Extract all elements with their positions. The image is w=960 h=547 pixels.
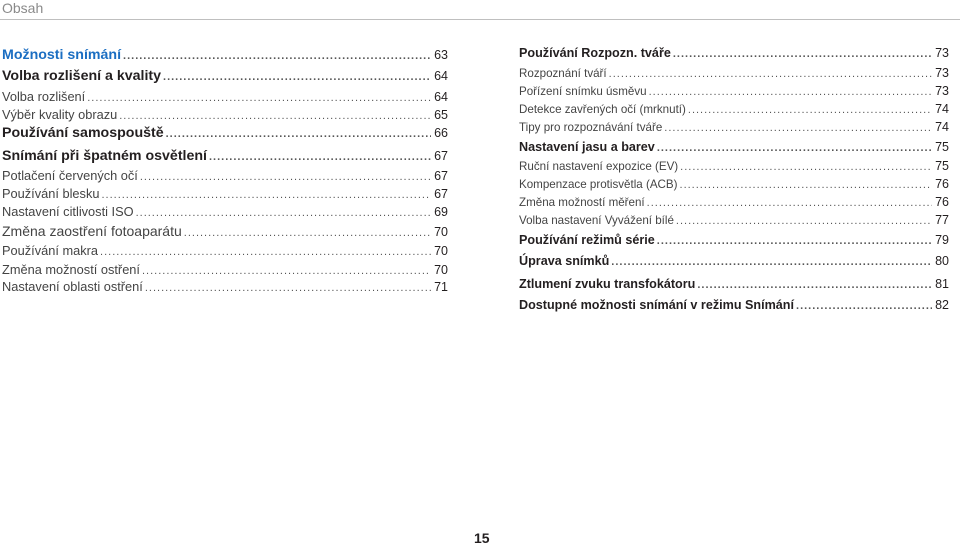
toc-leader-dots xyxy=(609,68,932,80)
toc-entry-label: Změna možností měření xyxy=(519,196,645,209)
toc-entry[interactable] xyxy=(519,277,949,291)
toc-entry-page: 74 xyxy=(935,120,949,134)
toc-entry[interactable] xyxy=(2,262,448,277)
toc-entry[interactable] xyxy=(2,125,448,141)
toc-leader-dots xyxy=(664,122,932,134)
header-divider xyxy=(0,19,960,20)
toc-leader-dots xyxy=(611,256,932,268)
toc-leader-dots xyxy=(657,235,932,247)
toc-entry[interactable] xyxy=(519,298,949,312)
toc-entry[interactable] xyxy=(2,204,448,219)
toc-entry-page: 82 xyxy=(935,298,949,312)
toc-entry-page: 67 xyxy=(434,187,448,201)
toc-entry-page: 79 xyxy=(935,233,949,247)
toc-entry[interactable] xyxy=(519,66,949,80)
toc-entry-label: Volba nastavení Vyvážení bílé xyxy=(519,214,674,227)
toc-leader-dots xyxy=(649,86,933,98)
toc-entry-label: Změna možností ostření xyxy=(2,262,140,277)
toc-leader-dots xyxy=(184,227,431,239)
toc-entry-label: Detekce zavřených očí (mrknutí) xyxy=(519,103,686,116)
toc-leader-dots xyxy=(657,142,932,154)
toc-entry-label: Používání blesku xyxy=(2,186,100,201)
toc-leader-dots xyxy=(680,161,932,173)
toc-leader-dots xyxy=(676,215,932,227)
toc-entry-label: Výběr kvality obrazu xyxy=(2,107,118,122)
toc-entry[interactable] xyxy=(2,223,448,239)
page-number: 15 xyxy=(474,530,490,546)
toc-entry-page: 73 xyxy=(935,46,949,60)
toc-entry[interactable] xyxy=(519,213,949,227)
toc-entry-label: Používání samospouště xyxy=(2,125,164,141)
toc-leader-dots xyxy=(209,151,431,163)
toc-entry-page: 81 xyxy=(935,277,949,291)
toc-entry[interactable] xyxy=(2,279,448,294)
toc-entry-page: 75 xyxy=(935,140,949,154)
toc-entry-page: 64 xyxy=(434,69,448,83)
toc-entry-label: Ruční nastavení expozice (EV) xyxy=(519,160,679,173)
toc-entry-page: 77 xyxy=(935,213,949,227)
toc-entry[interactable] xyxy=(2,47,448,63)
toc-entry[interactable] xyxy=(2,243,448,258)
toc-entry-page: 65 xyxy=(434,108,448,122)
toc-leader-dots xyxy=(688,104,932,116)
toc-entry[interactable] xyxy=(2,168,448,183)
toc-entry-label: Pořízení snímku úsměvu xyxy=(519,85,647,98)
toc-leader-dots xyxy=(123,50,431,62)
toc-entry[interactable] xyxy=(2,89,448,104)
toc-entry-label: Kompenzace protisvětla (ACB) xyxy=(519,178,678,191)
toc-entry-label: Volba rozlišení xyxy=(2,89,86,104)
toc-entry[interactable] xyxy=(2,148,448,164)
toc-entry-page: 67 xyxy=(434,169,448,183)
toc-leader-dots xyxy=(100,246,431,258)
toc-leader-dots xyxy=(796,300,932,312)
toc-entry-label: Nastavení citlivosti ISO xyxy=(2,204,134,219)
toc-entry[interactable] xyxy=(2,68,448,84)
toc-entry-page: 67 xyxy=(434,149,448,163)
toc-entry[interactable] xyxy=(2,107,448,122)
toc-entry-label: Úprava snímků xyxy=(519,254,610,268)
toc-entry-label: Volba rozlišení a kvality xyxy=(2,68,162,84)
toc-entry-page: 75 xyxy=(935,159,949,173)
toc-leader-dots xyxy=(140,171,431,183)
toc-entry-page: 69 xyxy=(434,205,448,219)
page-header-title: Obsah xyxy=(2,0,44,16)
toc-entry[interactable] xyxy=(519,140,949,154)
toc-entry-page: 76 xyxy=(935,177,949,191)
toc-entry-label: Změna zaostření fotoaparátu xyxy=(2,223,182,239)
toc-entry-page: 73 xyxy=(935,84,949,98)
toc-entry-page: 71 xyxy=(434,280,448,294)
toc-entry[interactable] xyxy=(519,254,949,268)
toc-entry-page: 64 xyxy=(434,90,448,104)
toc-entry[interactable] xyxy=(519,177,949,191)
toc-leader-dots xyxy=(647,197,932,209)
toc-entry-label: Tipy pro rozpoznávání tváře xyxy=(519,121,663,134)
toc-entry-page: 66 xyxy=(434,126,448,140)
toc-leader-dots xyxy=(680,179,933,191)
toc-entry-page: 63 xyxy=(434,48,448,62)
toc-entry[interactable] xyxy=(519,120,949,134)
toc-entry[interactable] xyxy=(519,195,949,209)
toc-entry-label: Používání makra xyxy=(2,243,99,258)
toc-entry-page: 70 xyxy=(434,225,448,239)
toc-entry-label: Používání režimů série xyxy=(519,233,655,247)
toc-leader-dots xyxy=(87,92,431,104)
toc-entry-label: Používání Rozpozn. tváře xyxy=(519,46,671,60)
toc-entry-label: Dostupné možnosti snímání v režimu Snímání xyxy=(519,298,795,312)
toc-entry-page: 76 xyxy=(935,195,949,209)
toc-entry-label: Nastavení oblasti ostření xyxy=(2,279,143,294)
toc-entry-page: 70 xyxy=(434,244,448,258)
toc-leader-dots xyxy=(145,282,431,294)
toc-entry-label: Rozpoznání tváří xyxy=(519,67,607,80)
toc-leader-dots xyxy=(136,207,432,219)
toc-entry-page: 70 xyxy=(434,263,448,277)
toc-entry[interactable] xyxy=(519,84,949,98)
toc-entry[interactable] xyxy=(519,102,949,116)
toc-entry-page: 74 xyxy=(935,102,949,116)
toc-entry-page: 80 xyxy=(935,254,949,268)
toc-entry[interactable] xyxy=(519,159,949,173)
toc-entry[interactable] xyxy=(2,186,448,201)
toc-leader-dots xyxy=(673,48,932,60)
toc-entry-label: Ztlumení zvuku transfokátoru xyxy=(519,277,696,291)
toc-leader-dots xyxy=(142,265,431,277)
toc-leader-dots xyxy=(166,128,431,140)
toc-entry-label: Potlačení červených očí xyxy=(2,168,138,183)
toc-entry-label: Nastavení jasu a barev xyxy=(519,140,655,154)
toc-entry-label: Snímání při špatném osvětlení xyxy=(2,148,207,164)
toc-entry[interactable] xyxy=(519,46,949,60)
toc-leader-dots xyxy=(163,71,431,83)
toc-entry-label: Možnosti snímání xyxy=(2,47,122,63)
toc-entry-page: 73 xyxy=(935,66,949,80)
toc-leader-dots xyxy=(101,189,431,201)
toc-leader-dots xyxy=(119,110,431,122)
toc-leader-dots xyxy=(697,279,932,291)
toc-entry[interactable] xyxy=(519,233,949,247)
